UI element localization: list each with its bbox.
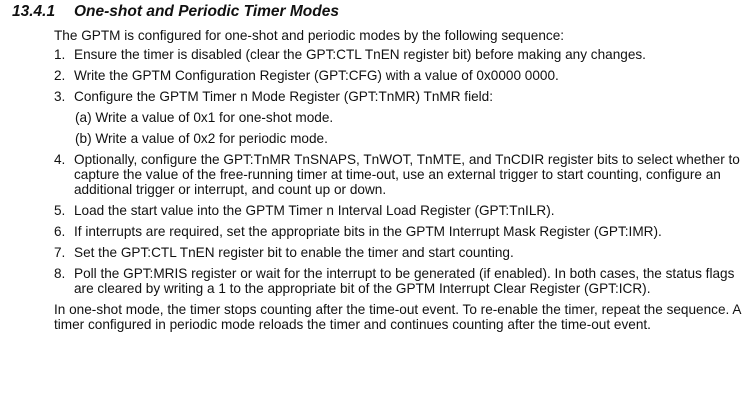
section-body	[54, 28, 744, 332]
step-text: Load the start value into the GPTM Timer n Interval Load Register (GPT:TnILR).	[74, 203, 555, 218]
substep-a: (a) Write a value of 0x1 for one-shot mode.	[75, 110, 334, 125]
outro-paragraph: In one-shot mode, the timer stops counting after the time-out event. To re-enable the timer, repeat the sequence. A timer configured in periodic mode reloads the timer and continues counting after the time-out event.	[54, 302, 741, 332]
list-item-step-3	[54, 89, 744, 146]
step-text: Set the GPT:CTL TnEN register bit to enable the timer and start counting.	[74, 245, 514, 260]
list-item-step-8	[54, 266, 744, 296]
list-item-step-6	[54, 224, 744, 239]
steps-list	[54, 47, 744, 296]
step-number: 3.	[54, 89, 66, 104]
step-number: 5.	[54, 203, 66, 218]
section-title: One-shot and Periodic Timer Modes	[74, 3, 339, 20]
step-text: If interrupts are required, set the appropriate bits in the GPTM Interrupt Mask Register (GPT:IMR).	[74, 224, 662, 239]
section-number: 13.4.1	[12, 3, 56, 20]
step-number: 8.	[54, 266, 66, 281]
step-text: Poll the GPT:MRIS register or wait for the interrupt to be generated (if enabled). In both cases, the status flags are cleared by writing a 1 to the appropriate bit of the GPTM Interrupt Clear Register (GPT:ICR).	[74, 266, 735, 296]
step-number: 6.	[54, 224, 66, 239]
step-number: 4.	[54, 152, 66, 167]
step-number: 2.	[54, 68, 66, 83]
list-item-step-2	[54, 68, 744, 83]
step-text: Write the GPTM Configuration Register (GPT:CFG) with a value of 0x0000 0000.	[74, 68, 559, 83]
step-number: 1.	[54, 47, 66, 62]
step-text: Configure the GPTM Timer n Mode Register (GPT:TnMR) TnMR field:	[74, 89, 494, 104]
step-text: Optionally, configure the GPT:TnMR TnSNAPS, TnWOT, TnMTE, and TnCDIR register bits to select whether to capture the value of the free-running timer at time-out, use an external trigger to start counting, configure an additional trigger or interrupt, and count up or down.	[74, 152, 740, 197]
section-heading	[12, 3, 339, 21]
list-item-step-4	[54, 152, 744, 197]
substep-b: (b) Write a value of 0x2 for periodic mode.	[75, 131, 328, 146]
list-item-step-7	[54, 245, 744, 260]
intro-paragraph: The GPTM is configured for one-shot and periodic modes by the following sequence:	[54, 28, 565, 43]
list-item-step-5	[54, 203, 744, 218]
step-number: 7.	[54, 245, 66, 260]
list-item-step-1	[54, 47, 744, 62]
step-text: Ensure the timer is disabled (clear the GPT:CTL TnEN register bit) before making any changes.	[74, 47, 646, 62]
substeps-list	[74, 110, 744, 146]
